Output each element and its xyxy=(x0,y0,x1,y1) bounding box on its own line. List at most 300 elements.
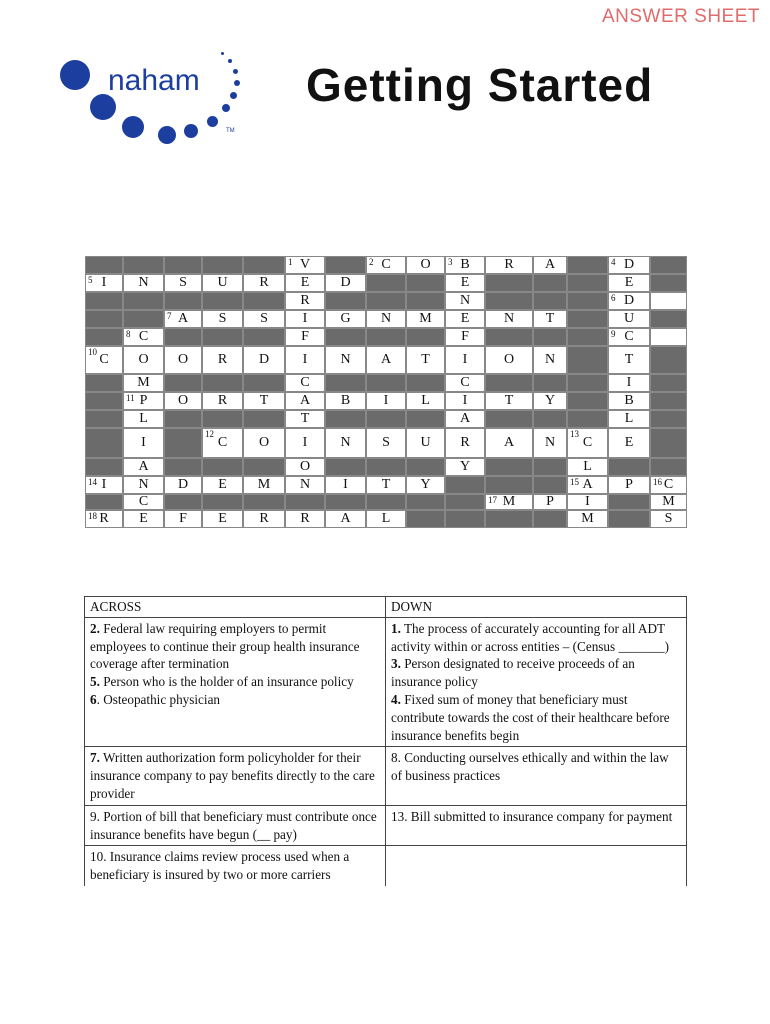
crossword-cell xyxy=(608,274,650,292)
cell-letter: S xyxy=(218,311,227,326)
cell-letter: R xyxy=(217,352,228,367)
cell-letter: N xyxy=(138,477,149,492)
crossword-block xyxy=(202,374,243,392)
logo-dot xyxy=(184,124,198,138)
down-clues-cell xyxy=(386,617,687,747)
crossword-block xyxy=(567,328,608,346)
cell-letter: S xyxy=(179,275,187,290)
crossword-block xyxy=(325,410,366,428)
crossword-cell xyxy=(533,310,567,328)
cell-letter: E xyxy=(460,311,470,326)
cell-letter: I xyxy=(462,352,468,367)
crossword-cell xyxy=(243,428,285,458)
clue-number: 4. xyxy=(391,691,401,707)
crossword-cell xyxy=(164,392,202,410)
crossword-cell xyxy=(485,346,533,374)
clues-row xyxy=(85,617,687,747)
cell-letter: T xyxy=(504,393,514,408)
clue-number: 5 xyxy=(88,275,93,285)
crossword-cell xyxy=(608,256,650,274)
cell-letter: N xyxy=(340,435,351,450)
logo-dot xyxy=(158,126,176,144)
down-clue xyxy=(391,655,681,691)
crossword-cell xyxy=(485,256,533,274)
crossword-cell xyxy=(285,328,325,346)
cell-letter: I xyxy=(302,435,308,450)
crossword-block xyxy=(85,428,123,458)
cell-letter: B xyxy=(460,257,470,272)
crossword-cell xyxy=(285,310,325,328)
crossword-cell xyxy=(285,292,325,310)
crossword-block xyxy=(164,328,202,346)
crossword-block xyxy=(650,374,687,392)
cell-letter: C xyxy=(217,435,228,450)
crossword-cell xyxy=(485,428,533,458)
cell-letter: O xyxy=(177,393,189,408)
crossword-block xyxy=(567,410,608,428)
cell-letter: C xyxy=(624,329,634,344)
cell-letter: M xyxy=(419,311,432,326)
crossword-cell xyxy=(202,310,243,328)
cell-letter: C xyxy=(663,477,674,492)
clue-number: 7 xyxy=(167,311,172,321)
crossword-cell xyxy=(445,374,485,392)
cell-letter: L xyxy=(624,411,634,426)
crossword-cell xyxy=(650,292,687,310)
cell-letter: T xyxy=(624,352,634,367)
cell-letter: A xyxy=(138,459,149,474)
crossword-block xyxy=(243,410,285,428)
crossword-block xyxy=(533,510,567,528)
cell-letter: A xyxy=(544,257,556,272)
crossword-block xyxy=(608,510,650,528)
crossword-cell xyxy=(243,392,285,410)
crossword-cell xyxy=(164,274,202,292)
crossword-block xyxy=(485,374,533,392)
cell-letter: T xyxy=(421,352,430,367)
cell-letter: N xyxy=(503,311,515,326)
crossword-cell xyxy=(366,310,406,328)
cell-letter: I xyxy=(585,494,590,509)
crossword-cell xyxy=(406,256,445,274)
crossword-block xyxy=(567,392,608,410)
cell-letter: R xyxy=(460,435,470,450)
crossword-block xyxy=(567,374,608,392)
clues-header-row xyxy=(85,597,687,618)
cell-letter: D xyxy=(340,275,351,290)
crossword-block xyxy=(406,510,445,528)
cell-letter: E xyxy=(300,275,310,290)
clue-text: . Osteopathic physician xyxy=(96,691,221,707)
cell-letter: S xyxy=(664,511,673,526)
clue-number: 6 xyxy=(90,691,97,707)
cell-letter: P xyxy=(546,494,554,509)
cell-letter: E xyxy=(139,511,148,526)
cell-letter: U xyxy=(217,275,228,290)
crossword-block xyxy=(85,458,123,476)
crossword-cell xyxy=(243,274,285,292)
crossword-cell xyxy=(202,392,243,410)
logo-text: naham xyxy=(108,64,200,97)
clue-number: 12 xyxy=(205,429,214,439)
cell-letter: T xyxy=(545,311,555,326)
crossword-block xyxy=(325,328,366,346)
cell-letter: D xyxy=(623,293,635,308)
clue-number: 13 xyxy=(570,429,579,439)
clue-text: 9. Portion of bill that beneficiary must contribute once insurance benefits have begun (__ pay) xyxy=(90,808,377,842)
cell-letter: O xyxy=(299,459,311,474)
crossword-cell xyxy=(366,428,406,458)
crossword-block xyxy=(650,274,687,292)
cell-letter: D xyxy=(177,477,189,492)
crossword-block xyxy=(202,494,243,510)
crossword-cell xyxy=(445,256,485,274)
down-clue xyxy=(391,808,681,826)
clue-text: Federal law requiring employers to permit employees to continue their group health insurance coverage after termination xyxy=(90,620,360,672)
crossword-block xyxy=(406,274,445,292)
clue-number: 14 xyxy=(88,477,97,487)
crossword-cell xyxy=(608,328,650,346)
crossword-cell xyxy=(285,346,325,374)
logo-dot xyxy=(122,116,144,138)
crossword-block xyxy=(85,328,123,346)
cell-letter: C xyxy=(582,435,593,450)
cell-letter: N xyxy=(340,352,351,367)
logo-trademark: TM xyxy=(226,128,235,134)
crossword-cell xyxy=(533,392,567,410)
clues-row xyxy=(85,846,687,886)
crossword-block xyxy=(650,428,687,458)
crossword-cell xyxy=(608,374,650,392)
crossword-cell xyxy=(406,392,445,410)
cell-letter: I xyxy=(383,393,389,408)
crossword-cell xyxy=(533,256,567,274)
crossword-block xyxy=(85,410,123,428)
crossword-cell xyxy=(123,476,164,494)
crossword-cell xyxy=(445,274,485,292)
crossword-cell xyxy=(485,494,533,510)
logo-dot xyxy=(222,104,230,112)
crossword-block xyxy=(533,476,567,494)
across-clues-cell xyxy=(85,805,386,846)
cell-letter: R xyxy=(217,393,228,408)
naham-logo xyxy=(58,46,248,146)
crossword-cell xyxy=(123,410,164,428)
clue-number: 8 xyxy=(126,329,131,339)
crossword-cell xyxy=(123,392,164,410)
crossword-cell xyxy=(608,346,650,374)
clue-text: 10. Insurance claims review process used when a beneficiary is insured by two or more carriers xyxy=(90,849,350,883)
crossword-cell xyxy=(123,510,164,528)
crossword-block xyxy=(650,392,687,410)
crossword-block xyxy=(533,410,567,428)
crossword-cell xyxy=(325,310,366,328)
crossword-block xyxy=(164,292,202,310)
cell-letter: R xyxy=(259,511,269,526)
cell-letter: I xyxy=(626,375,632,390)
crossword-cell xyxy=(285,374,325,392)
crossword-cell xyxy=(243,310,285,328)
cell-letter: N xyxy=(138,275,149,290)
crossword-cell xyxy=(366,256,406,274)
cell-letter: A xyxy=(340,511,351,526)
clue-number: 4 xyxy=(611,257,616,267)
clue-number: 6 xyxy=(611,293,616,303)
crossword-block xyxy=(406,292,445,310)
cell-letter: E xyxy=(624,275,634,290)
cell-letter: Y xyxy=(544,393,556,408)
crossword-block xyxy=(123,310,164,328)
crossword-block xyxy=(650,410,687,428)
cell-letter: F xyxy=(301,329,309,344)
crossword-cell xyxy=(445,428,485,458)
crossword-cell xyxy=(608,428,650,458)
crossword-block xyxy=(406,374,445,392)
crossword-cell xyxy=(567,458,608,476)
clue-number: 11 xyxy=(126,393,135,403)
crossword-cell xyxy=(285,256,325,274)
cell-letter: B xyxy=(624,393,634,408)
crossword-cell xyxy=(164,510,202,528)
clues-row xyxy=(85,747,687,805)
cell-letter: N xyxy=(299,477,311,492)
crossword-cell xyxy=(123,494,164,510)
cell-letter: I xyxy=(141,435,146,450)
clue-text: Person designated to receive proceeds of an insurance policy xyxy=(391,656,635,690)
cell-letter: Y xyxy=(459,459,471,474)
cell-letter: I xyxy=(101,275,107,290)
crossword-cell xyxy=(485,392,533,410)
cell-letter: N xyxy=(544,435,556,450)
crossword-block xyxy=(533,458,567,476)
crossword-block xyxy=(533,274,567,292)
cell-letter: E xyxy=(624,435,634,450)
cell-letter: A xyxy=(380,352,392,367)
cell-letter: R xyxy=(300,293,310,308)
crossword-block xyxy=(202,256,243,274)
crossword-block xyxy=(485,510,533,528)
crossword-cell xyxy=(243,346,285,374)
cell-letter: I xyxy=(302,311,308,326)
crossword-cell xyxy=(85,274,123,292)
crossword-block xyxy=(533,292,567,310)
crossword-block xyxy=(445,510,485,528)
crossword-block xyxy=(406,494,445,510)
cell-letter: U xyxy=(420,435,431,450)
clue-number: 1 xyxy=(288,257,293,267)
cell-letter: F xyxy=(179,511,187,526)
clue-number: 2. xyxy=(90,620,100,636)
cell-letter: L xyxy=(139,411,148,426)
cell-letter: O xyxy=(420,257,431,272)
clue-number: 7. xyxy=(90,750,100,766)
crossword-cell xyxy=(123,328,164,346)
crossword-cell xyxy=(533,346,567,374)
crossword-block xyxy=(85,292,123,310)
cell-letter: M xyxy=(137,375,150,390)
crossword-cell xyxy=(164,346,202,374)
cell-letter: A xyxy=(582,477,593,492)
crossword-block xyxy=(164,494,202,510)
crossword-block xyxy=(406,328,445,346)
crossword-cell xyxy=(285,274,325,292)
cell-letter: Y xyxy=(420,477,431,492)
crossword-cell xyxy=(325,510,366,528)
crossword-block xyxy=(650,458,687,476)
crossword-block xyxy=(285,494,325,510)
across-clue xyxy=(90,808,380,844)
cell-letter: E xyxy=(218,477,227,492)
across-clue xyxy=(90,620,380,673)
crossword-block xyxy=(85,494,123,510)
crossword-block xyxy=(650,256,687,274)
crossword-cell xyxy=(164,476,202,494)
crossword-cell xyxy=(325,346,366,374)
down-clue xyxy=(391,620,681,656)
crossword-cell xyxy=(533,494,567,510)
crossword-cell xyxy=(123,374,164,392)
crossword-cell xyxy=(202,346,243,374)
down-clues-cell xyxy=(386,805,687,846)
crossword-block xyxy=(567,256,608,274)
crossword-cell xyxy=(123,458,164,476)
crossword-block xyxy=(243,292,285,310)
cell-letter: A xyxy=(177,311,189,326)
crossword-cell xyxy=(567,510,608,528)
cell-letter: M xyxy=(257,477,271,492)
crossword-cell xyxy=(325,428,366,458)
down-clues-cell xyxy=(386,846,687,886)
crossword-cell xyxy=(533,428,567,458)
crossword-block xyxy=(485,328,533,346)
cell-letter: D xyxy=(623,257,635,272)
crossword-cell xyxy=(123,346,164,374)
crossword-cell xyxy=(650,494,687,510)
clue-number: 15 xyxy=(570,477,579,487)
crossword-cell xyxy=(202,476,243,494)
crossword-block xyxy=(366,328,406,346)
crossword-block xyxy=(650,310,687,328)
crossword-block xyxy=(164,256,202,274)
cell-letter: T xyxy=(381,477,391,492)
cell-letter: U xyxy=(623,311,635,326)
cell-letter: R xyxy=(259,275,269,290)
cell-letter: L xyxy=(381,511,391,526)
crossword-block xyxy=(650,346,687,374)
cell-letter: O xyxy=(138,352,149,367)
crossword-block xyxy=(243,458,285,476)
crossword-block xyxy=(608,458,650,476)
crossword-block xyxy=(325,458,366,476)
cell-letter: D xyxy=(258,352,270,367)
crossword-block xyxy=(485,292,533,310)
cell-letter: R xyxy=(99,511,109,526)
crossword-block xyxy=(164,374,202,392)
logo-dot xyxy=(221,52,224,55)
cell-letter: O xyxy=(177,352,189,367)
crossword-block xyxy=(567,274,608,292)
crossword-cell xyxy=(325,476,366,494)
logo-dot xyxy=(60,60,90,90)
clue-number: 9 xyxy=(611,329,616,339)
cell-letter: L xyxy=(583,459,592,474)
crossword-cell xyxy=(485,310,533,328)
clue-number: 3 xyxy=(448,257,453,267)
across-clues-cell xyxy=(85,846,386,886)
crossword-cell xyxy=(650,510,687,528)
crossword-cell xyxy=(202,510,243,528)
cell-letter: I xyxy=(343,477,348,492)
cell-letter: I xyxy=(101,477,107,492)
logo-dot xyxy=(228,59,232,63)
crossword-block xyxy=(243,494,285,510)
crossword-cell xyxy=(325,274,366,292)
crossword-block xyxy=(243,374,285,392)
crossword-block xyxy=(202,292,243,310)
crossword-cell xyxy=(285,428,325,458)
cell-letter: M xyxy=(662,494,675,509)
cell-letter: C xyxy=(381,257,391,272)
clue-text: 13. Bill submitted to insurance company for payment xyxy=(391,808,673,824)
crossword-cell xyxy=(650,476,687,494)
crossword-block xyxy=(567,310,608,328)
clue-number: 1. xyxy=(391,620,401,636)
crossword-cell xyxy=(445,328,485,346)
cell-letter: E xyxy=(460,275,470,290)
crossword-cell xyxy=(406,310,445,328)
crossword-block xyxy=(406,458,445,476)
crossword-cell xyxy=(285,510,325,528)
cell-letter: N xyxy=(459,293,471,308)
crossword-block xyxy=(366,410,406,428)
crossword-cell xyxy=(285,458,325,476)
logo-dot xyxy=(234,80,240,86)
crossword-block xyxy=(164,410,202,428)
across-clues-cell xyxy=(85,747,386,805)
crossword-block xyxy=(85,256,123,274)
cell-letter: C xyxy=(460,375,470,390)
crossword-cell xyxy=(285,392,325,410)
crossword-cell xyxy=(285,476,325,494)
crossword-block xyxy=(325,374,366,392)
crossword-cell xyxy=(202,428,243,458)
cell-letter: O xyxy=(258,435,270,450)
logo-dot xyxy=(233,69,238,74)
crossword-block xyxy=(567,346,608,374)
cell-letter: C xyxy=(300,375,310,390)
crossword-cell xyxy=(406,428,445,458)
crossword-block xyxy=(202,328,243,346)
crossword-block xyxy=(202,410,243,428)
crossword-cell xyxy=(366,346,406,374)
crossword-cell xyxy=(445,346,485,374)
clue-number: 18 xyxy=(88,511,97,521)
crossword-block xyxy=(85,310,123,328)
crossword-block xyxy=(325,494,366,510)
cell-letter: A xyxy=(299,393,311,408)
crossword-block xyxy=(164,458,202,476)
crossword-block xyxy=(325,256,366,274)
down-clues-cell xyxy=(386,747,687,805)
logo-dot xyxy=(230,92,237,99)
cell-letter: I xyxy=(302,352,308,367)
crossword-cell xyxy=(608,476,650,494)
crossword-block xyxy=(85,374,123,392)
crossword-cell xyxy=(243,510,285,528)
clue-text: Written authorization form policyholder for their insurance company to pay benefits directly to the care provider xyxy=(90,750,375,801)
clue-number: 3. xyxy=(391,656,401,672)
cell-letter: B xyxy=(340,393,351,408)
